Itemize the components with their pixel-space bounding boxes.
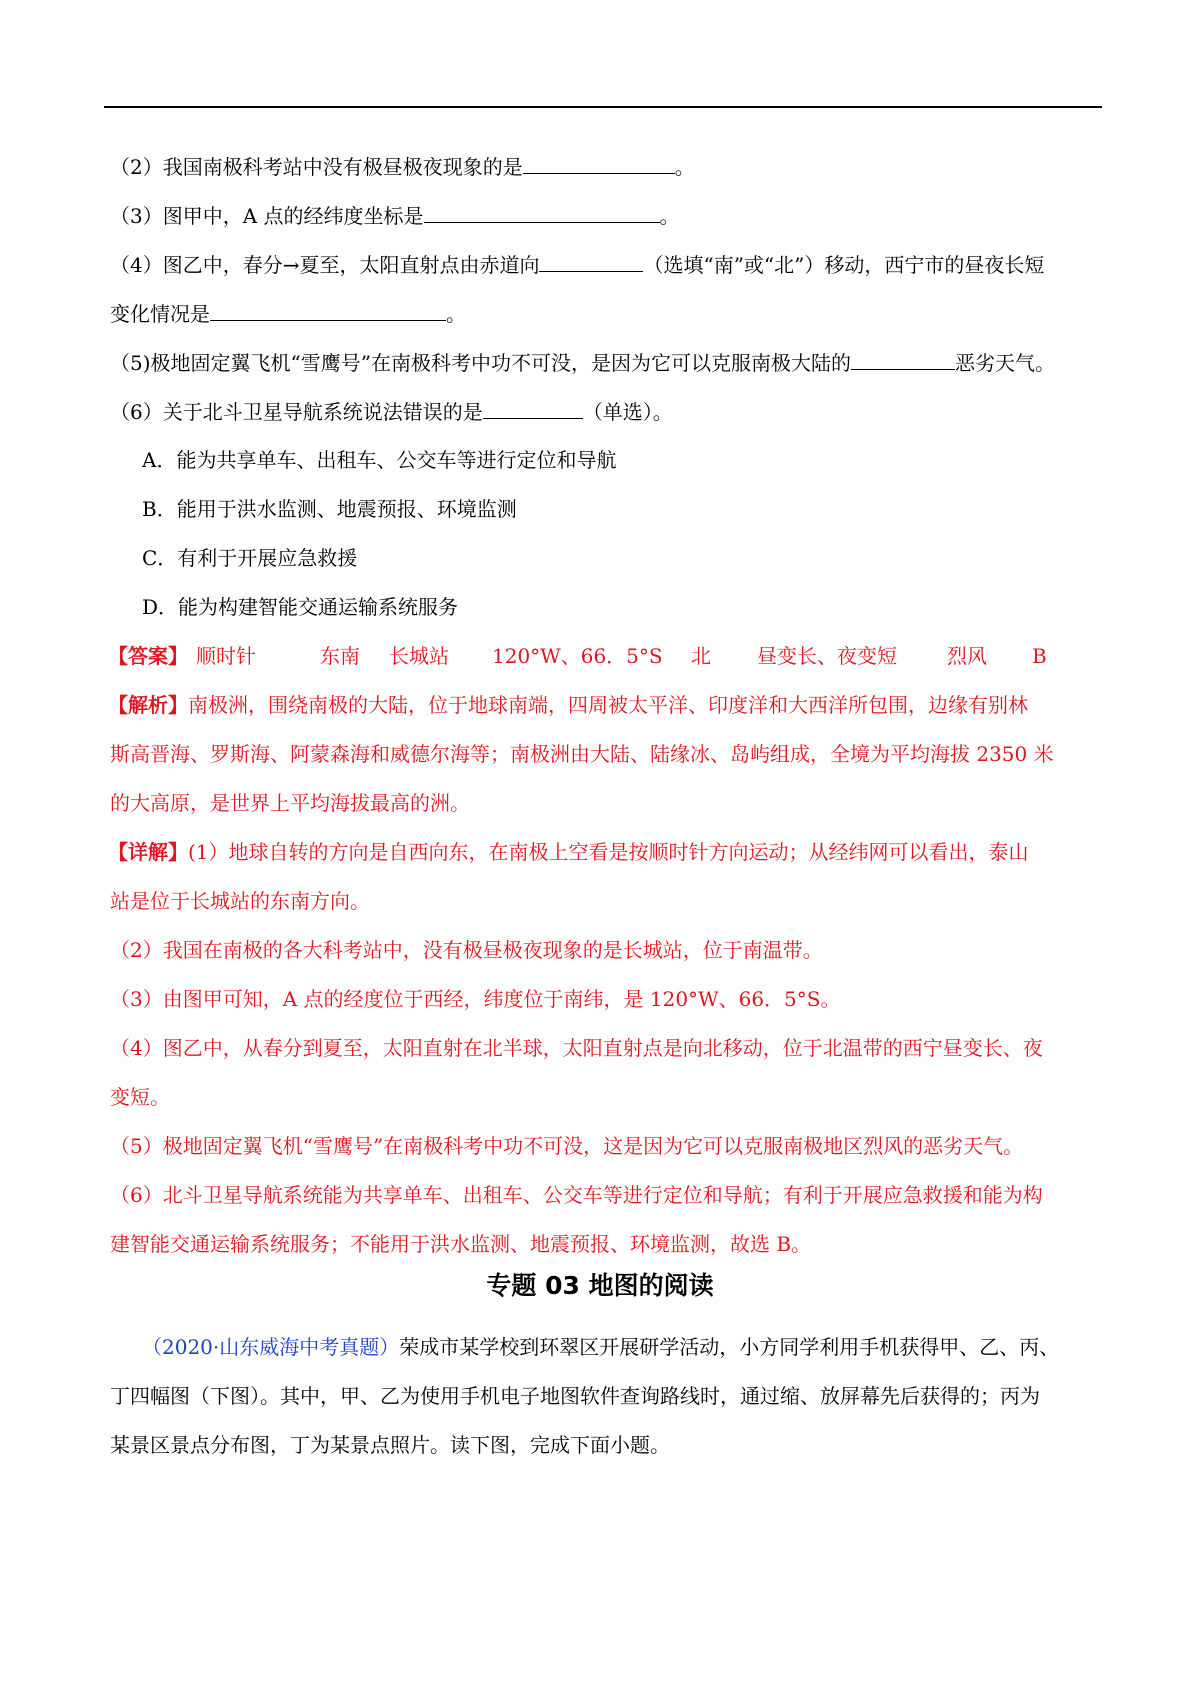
question-2: （2）我国南极科考站中没有极昼极夜现象的是 。 <box>110 155 695 179</box>
detail-line-6: 变短。 <box>110 1085 170 1109</box>
answer-item: 顺时针 <box>196 644 256 668</box>
question-4: （4）图乙中，春分→夏至，太阳直射点由赤道向 （选填“南”或“北”）移动，西宁市的昼夜长短 <box>110 253 1045 277</box>
answer-item: 烈风 <box>947 644 987 668</box>
answer-item: B <box>1032 644 1047 668</box>
question-4-cont: 变化情况是 。 <box>110 302 466 326</box>
answer-blank <box>539 253 643 272</box>
answer-blank <box>523 155 675 174</box>
answer-blank <box>483 400 583 419</box>
intro-line-1: （2020·山东威海中考真题）荣成市某学校到环翠区开展研学活动，小方同学利用手机获得甲、乙、丙、 <box>142 1335 1060 1359</box>
intro-line-2: 丁四幅图（下图）。其中，甲、乙为使用手机电子地图软件查询路线时，通过缩、放屏幕先后获得的；丙为 <box>110 1384 1040 1408</box>
answer-item: 120°W、66．5°S <box>492 644 663 668</box>
question-3: （3）图甲中，A 点的经纬度坐标是 。 <box>110 204 680 228</box>
answer-blank <box>851 351 955 370</box>
intro-line-3: 某景区景点分布图，丁为某景点照片。读下图，完成下面小题。 <box>110 1433 670 1457</box>
section-title: 专题 03 地图的阅读 <box>486 1271 714 1300</box>
detail-label: 【详解】 <box>108 840 188 864</box>
option-b: B．能用于洪水监测、地震预报、环境监测 <box>142 497 517 521</box>
question-6: （6）关于北斗卫星导航系统说法错误的是 （单选）。 <box>110 400 673 424</box>
analysis-line-2: 斯高晋海、罗斯海、阿蒙森海和威德尔海等；南极洲由大陆、陆缘冰、岛屿组成，全境为平均海拔 2350 米 <box>110 742 1054 766</box>
detail-line-2: 站是位于长城站的东南方向。 <box>110 889 370 913</box>
detail-line-8: （6）北斗卫星导航系统能为共享单车、出租车、公交车等进行定位和导航；有利于开展应急救援和能为构 <box>110 1183 1043 1207</box>
answer-blank <box>424 204 660 223</box>
analysis-line-3: 的大高原，是世界上平均海拔最高的洲。 <box>110 791 470 815</box>
analysis-line-1: 【解析】南极洲，围绕南极的大陆，位于地球南端，四周被太平洋、印度洋和大西洋所包围，边缘有别林 <box>108 693 1028 717</box>
option-d: D．能为构建智能交通运输系统服务 <box>142 595 459 619</box>
option-a: A．能为共享单车、出租车、公交车等进行定位和导航 <box>142 448 617 472</box>
source-citation: （2020·山东威海中考真题） <box>142 1335 400 1359</box>
answer-label: 【答案】 <box>108 644 188 668</box>
detail-line-1: 【详解】(1）地球自转的方向是自西向东，在南极上空看是按顺时针方向运动；从经纬网可以看出，泰山 <box>108 840 1029 864</box>
answer-line <box>108 643 188 669</box>
answer-item: 北 <box>691 644 711 668</box>
answer-item: 东南 <box>320 644 360 668</box>
detail-line-9: 建智能交通运输系统服务；不能用于洪水监测、地震预报、环境监测，故选 B。 <box>110 1232 812 1256</box>
detail-line-7: （5）极地固定翼飞机“雪鹰号”在南极科考中功不可没，这是因为它可以克服南极地区烈风的恶劣天气。 <box>110 1134 1024 1158</box>
option-c: C．有利于开展应急救援 <box>142 546 358 570</box>
analysis-label: 【解析】 <box>108 693 188 717</box>
header-rule <box>104 106 1102 108</box>
answer-item: 昼变长、夜变短 <box>757 644 897 668</box>
detail-line-5: （4）图乙中，从春分到夏至，太阳直射在北半球，太阳直射点是向北移动，位于北温带的西宁昼变长、夜 <box>110 1036 1043 1060</box>
answer-blank <box>210 302 446 321</box>
answer-item: 长城站 <box>389 644 449 668</box>
question-5: （5)极地固定翼飞机“雪鹰号”在南极科考中功不可没，是因为它可以克服南极大陆的 恶劣天气。 <box>110 351 1055 375</box>
detail-line-4: （3）由图甲可知，A 点的经度位于西经，纬度位于南纬，是 120°W、66．5°S。 <box>110 987 841 1011</box>
detail-line-3: （2）我国在南极的各大科考站中，没有极昼极夜现象的是长城站，位于南温带。 <box>110 938 823 962</box>
